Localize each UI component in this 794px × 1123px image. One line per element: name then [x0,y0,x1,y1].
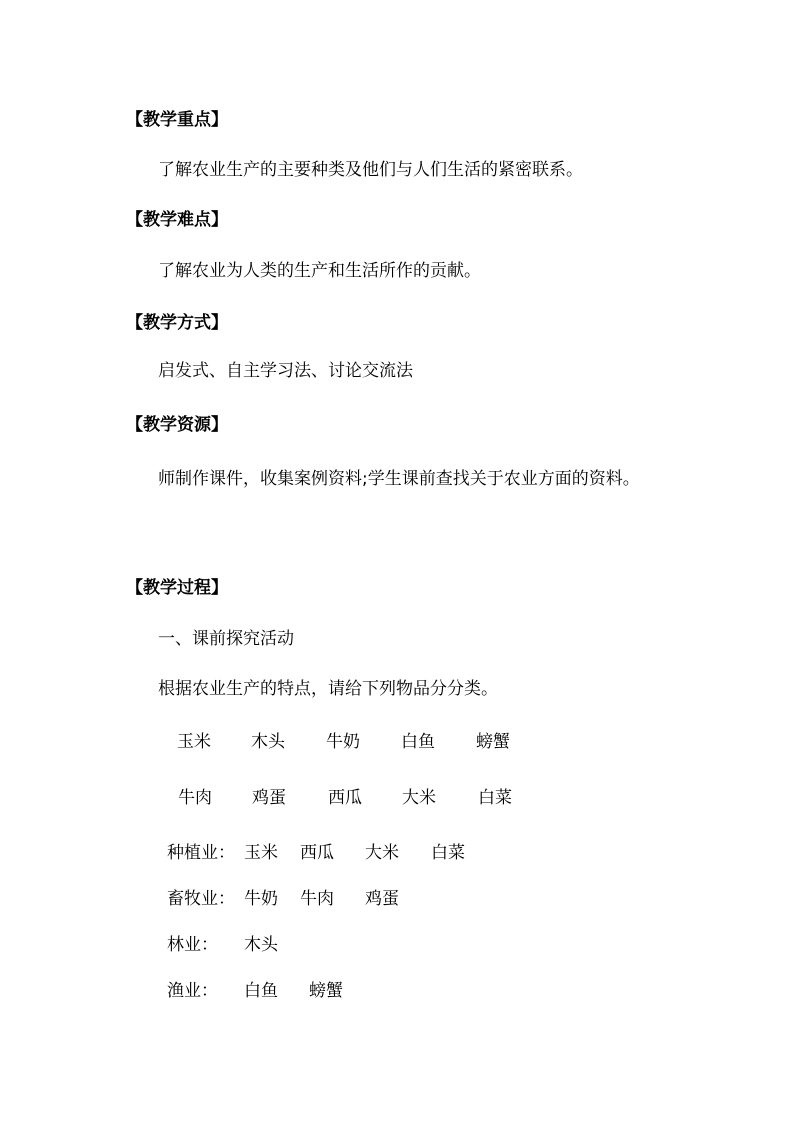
process-instruction: 根据农业生产的特点，请给下列物品分分类。 [158,679,498,699]
category-label: 林业： [167,935,218,955]
process-step-title: 一、课前探究活动 [158,629,294,649]
heading-teaching-focus: 【教学重点】 [126,110,228,130]
list-item: 白菜 [431,843,465,863]
category-label: 渔业： [167,981,218,1001]
list-item: 螃蟹 [309,981,343,1001]
list-item: 白鱼 [244,981,278,1001]
list-item: 玉米 [244,843,278,863]
list-item: 鸡蛋 [252,788,286,808]
list-item: 玉米 [177,732,211,752]
list-item: 白菜 [478,788,512,808]
list-item: 螃蟹 [476,732,510,752]
list-item: 牛肉 [300,889,334,909]
list-item: 大米 [402,788,436,808]
list-item: 西瓜 [328,788,362,808]
category-label: 种植业： [167,843,235,863]
category-label: 畜牧业： [167,889,235,909]
teaching-method-text: 启发式、自主学习法、讨论交流法 [158,361,413,381]
teaching-resources-text: 师制作课件，收集案例资料;学生课前查找关于农业方面的资料。 [158,469,640,489]
heading-teaching-method: 【教学方式】 [126,313,228,333]
list-item: 牛肉 [178,788,212,808]
teaching-focus-text: 了解农业生产的主要种类及他们与人们生活的紧密联系。 [158,160,583,180]
heading-teaching-difficulty: 【教学难点】 [126,210,228,230]
heading-teaching-process: 【教学过程】 [126,578,228,598]
teaching-difficulty-text: 了解农业为人类的生产和生活所作的贡献。 [158,261,481,281]
list-item: 木头 [251,732,285,752]
list-item: 大米 [365,843,399,863]
list-item: 牛奶 [326,732,360,752]
list-item: 鸡蛋 [365,889,399,909]
heading-teaching-resources: 【教学资源】 [126,415,228,435]
list-item: 西瓜 [300,843,334,863]
list-item: 白鱼 [401,732,435,752]
list-item: 木头 [244,935,278,955]
list-item: 牛奶 [244,889,278,909]
